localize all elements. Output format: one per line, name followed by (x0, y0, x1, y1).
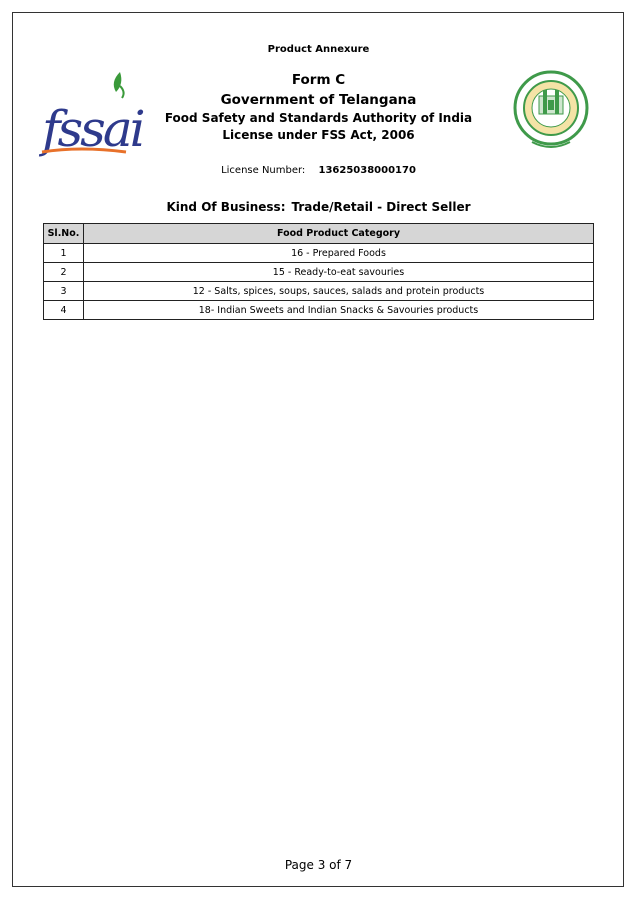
license-label: License Number: (221, 165, 306, 176)
business-value: Trade/Retail - Direct Seller (291, 200, 471, 214)
business-label: Kind Of Business: (166, 200, 286, 214)
row-slno: 3 (44, 282, 84, 301)
food-category-table (43, 223, 594, 320)
table-row (44, 244, 594, 263)
column-header-slno: Sl.No. (44, 224, 84, 244)
row-slno: 2 (44, 263, 84, 282)
license-line (0, 165, 637, 176)
row-category: 12 - Salts, spices, soups, sauces, salads and protein products (84, 282, 594, 301)
row-category: 16 - Prepared Foods (84, 244, 594, 263)
product-annexure-heading: Product Annexure (267, 44, 370, 55)
column-header-category: Food Product Category (84, 224, 594, 244)
form-title: Form C (291, 72, 346, 88)
row-category: 15 - Ready-to-eat savouries (84, 263, 594, 282)
authority-title: Food Safety and Standards Authority of India (164, 111, 473, 125)
table-row (44, 282, 594, 301)
page-number: Page 3 of 7 (284, 858, 353, 872)
act-title: License under FSS Act, 2006 (222, 128, 415, 142)
table-row (44, 263, 594, 282)
row-slno: 1 (44, 244, 84, 263)
license-number: 13625038000170 (318, 165, 416, 176)
table-header-row (44, 224, 594, 244)
telangana-emblem-icon (512, 70, 590, 152)
row-slno: 4 (44, 301, 84, 320)
government-title: Government of Telangana (220, 92, 417, 108)
row-category: 18- Indian Sweets and Indian Snacks & Savouries products (84, 301, 594, 320)
svg-text:fssai: fssai (42, 100, 143, 158)
table-row (44, 301, 594, 320)
kind-of-business (0, 200, 637, 214)
